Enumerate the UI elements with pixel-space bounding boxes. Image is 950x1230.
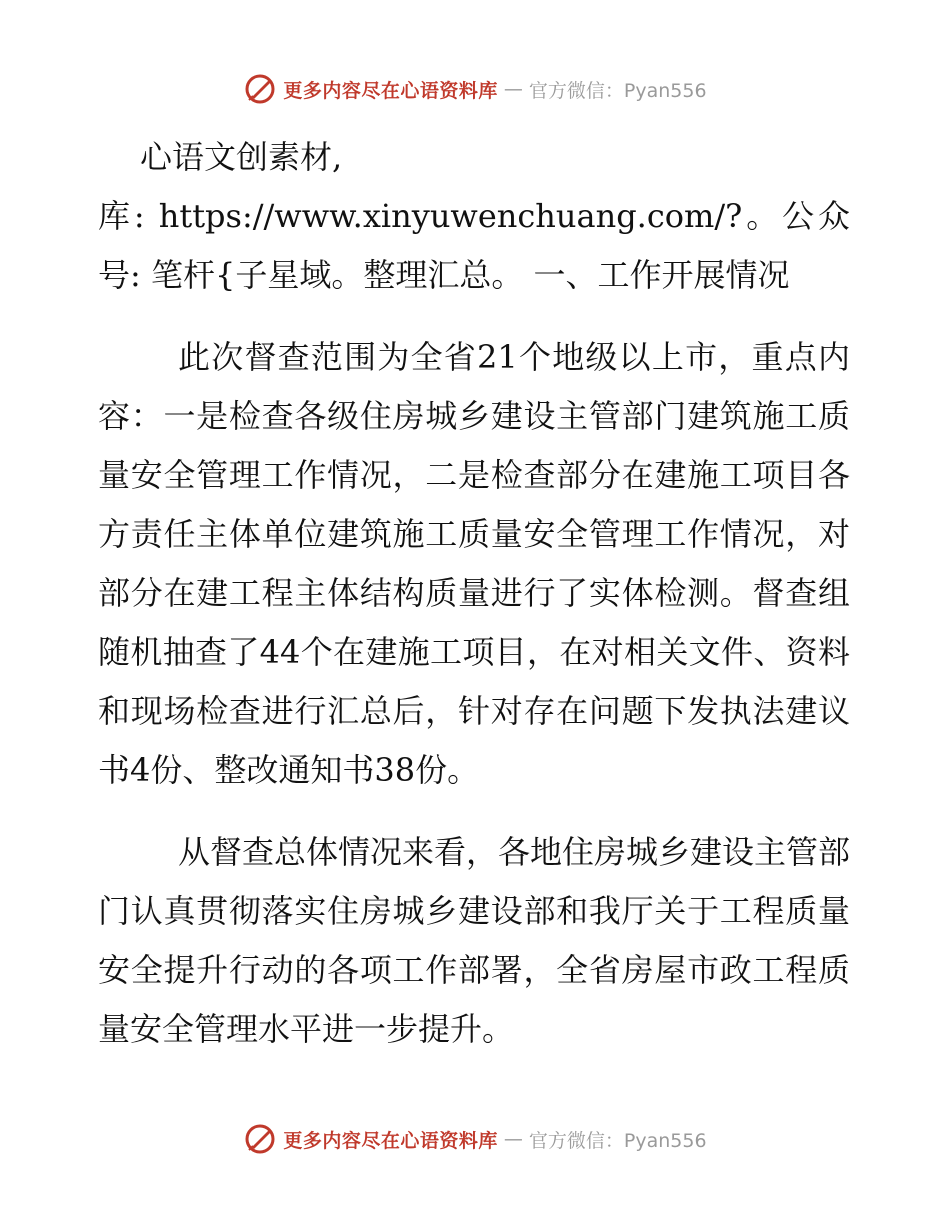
intro-line-2: 库: https://www.xinyuwenchuang.com/?。公众号: 笔杆{子星域。整理汇总。 一、工作开展情况: [98, 197, 850, 294]
paragraph-1: 此次督查范围为全省21个地级以上市，重点内容：一是检查各级住房城乡建设主管部门建筑施工质量安全管理工作情况，二是检查部分在建施工项目各方责任主体单位建筑施工质量安全管理工作情况，对部分在建工程主体结构质量进行了实体检测。督查组随机抽查了44个在建施工项目，在对相关文件、资料和现场检查进行汇总后，针对存在问题下发执法建议书4份、整改通知书38份。: [98, 338, 850, 789]
document-body: [98, 128, 850, 1059]
banner-main-text: 更多内容尽在心语资料库: [283, 79, 498, 102]
banner-main-text: 更多内容尽在心语资料库: [283, 1129, 498, 1152]
banner-contact-text: 官方微信：Pyan556: [528, 79, 707, 102]
quill-seal-logo-icon: [243, 1122, 277, 1156]
banner-dash: —: [503, 1128, 523, 1150]
paragraph-2: 从督查总体情况来看，各地住房城乡建设主管部门认真贯彻落实住房城乡建设部和我厅关于工程质量安全提升行动的各项工作部署，全省房屋市政工程质量安全管理水平进一步提升。: [98, 833, 851, 1048]
banner-dash: —: [503, 78, 523, 100]
watermark-banner-bottom: [0, 1122, 950, 1156]
banner-contact-text: 官方微信：Pyan556: [528, 1129, 707, 1152]
quill-seal-logo-icon: [243, 72, 277, 106]
intro-line-1: 心语文创素材,: [140, 138, 343, 176]
watermark-banner-top: [0, 72, 950, 106]
